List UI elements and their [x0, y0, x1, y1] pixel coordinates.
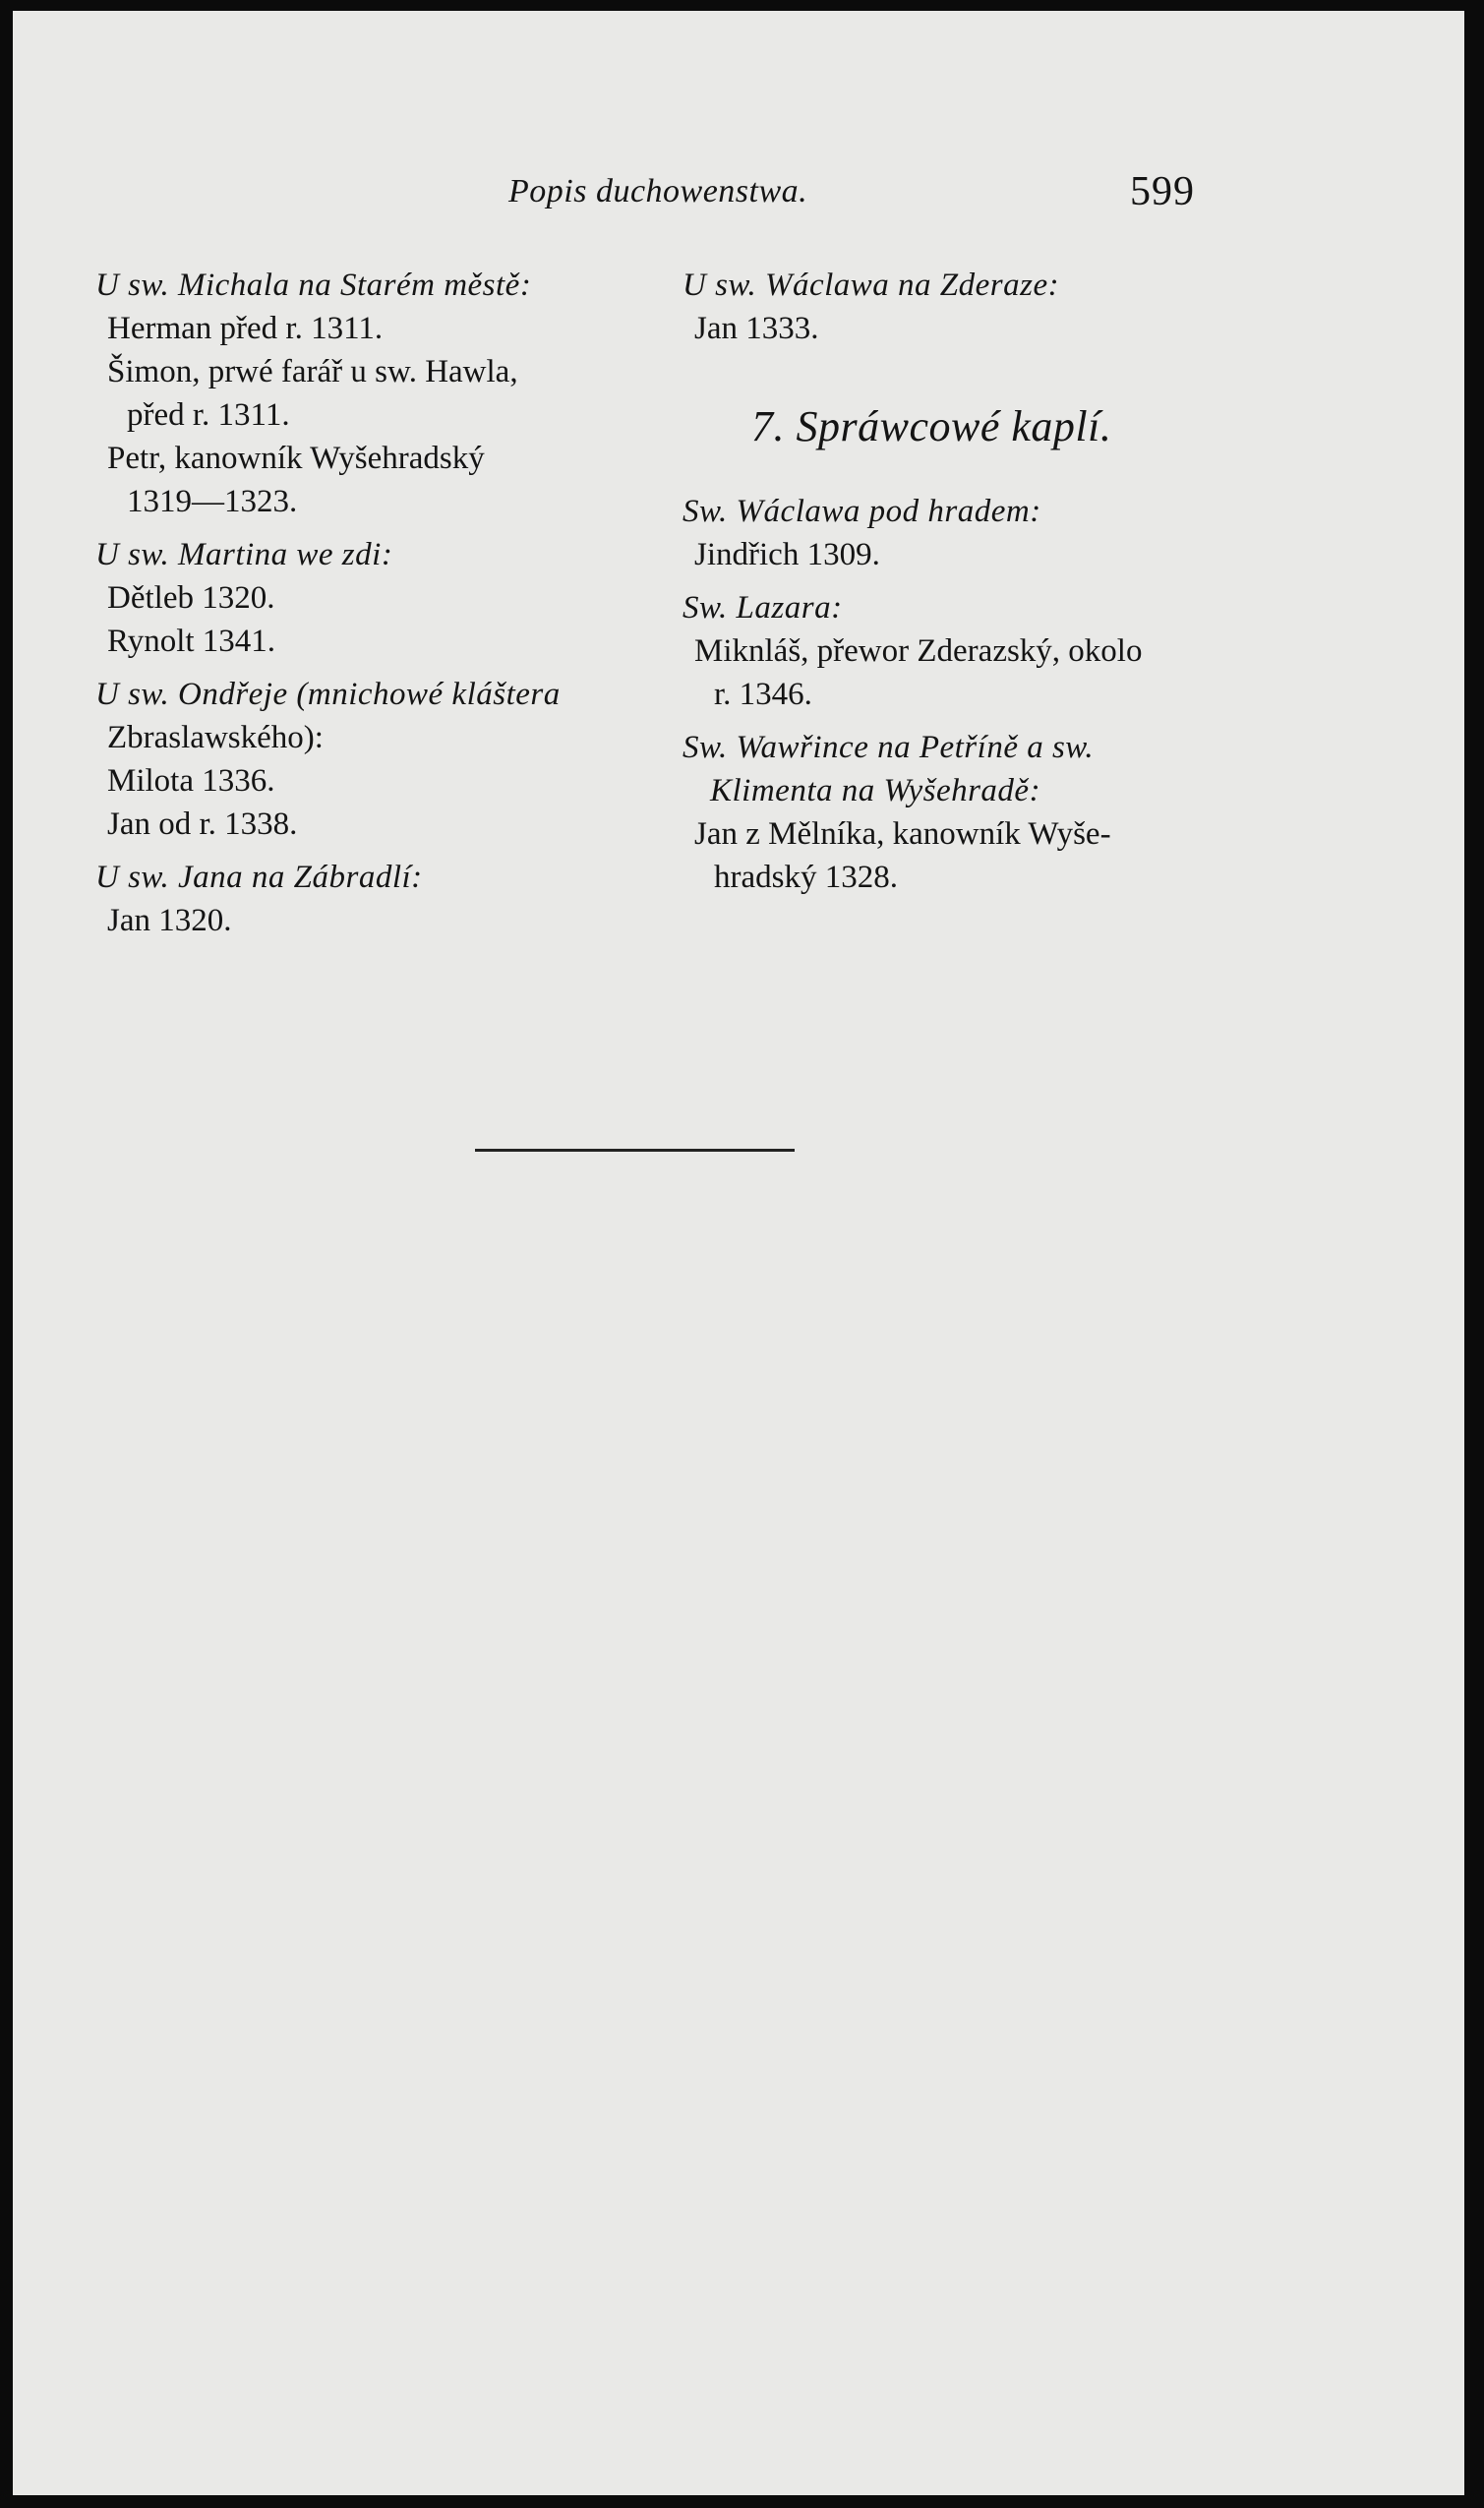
- list-item: Jindřich 1309.: [694, 537, 880, 572]
- list-item: Jan 1333.: [694, 311, 819, 346]
- left-column: [95, 264, 685, 942]
- list-item: Jan od r. 1338.: [107, 806, 298, 842]
- list-item: Jan z Mělníka, kanowník Wyše-: [694, 816, 1111, 852]
- entry-heading: U sw. Michala na Starém městě:: [95, 268, 532, 303]
- list-item: Miknláš, přewor Zderazský, okolo: [694, 633, 1143, 669]
- entry-heading: U sw. Jana na Zábradlí:: [95, 860, 423, 895]
- entry-heading-continuation: Zbraslawského):: [107, 720, 324, 755]
- section-title: 7. Spráwcowé kaplí.: [751, 402, 1112, 450]
- entry-heading: Sw. Wawřince na Petříně a sw.: [683, 730, 1095, 765]
- end-rule: [475, 1149, 795, 1152]
- running-head: Popis duchowenstwa.: [508, 173, 808, 209]
- right-column: [683, 264, 1233, 899]
- entry-heading: U sw. Ondřeje (mnichowé kláštera: [95, 677, 561, 712]
- entry-heading: Sw. Wáclawa pod hradem:: [683, 494, 1041, 529]
- book-page: [13, 11, 1464, 2495]
- list-item: Šimon, prwé farář u sw. Hawla,: [107, 354, 518, 389]
- list-item: před r. 1311.: [127, 397, 290, 433]
- entry-heading-continuation: Klimenta na Wyšehradě:: [710, 773, 1041, 808]
- list-item: Herman před r. 1311.: [107, 311, 384, 346]
- list-item: Petr, kanowník Wyšehradský: [107, 441, 485, 476]
- entry-heading: U sw. Wáclawa na Zderaze:: [683, 268, 1060, 303]
- entry-heading: Sw. Lazara:: [683, 590, 843, 626]
- list-item: Milota 1336.: [107, 763, 275, 799]
- list-item: r. 1346.: [714, 677, 812, 712]
- page-number: 599: [1130, 169, 1195, 214]
- list-item: Rynolt 1341.: [107, 624, 276, 659]
- list-item: 1319—1323.: [127, 484, 298, 519]
- list-item: Dětleb 1320.: [107, 580, 275, 616]
- entry-heading: U sw. Martina we zdi:: [95, 537, 393, 572]
- list-item: hradský 1328.: [714, 860, 898, 895]
- list-item: Jan 1320.: [107, 903, 232, 938]
